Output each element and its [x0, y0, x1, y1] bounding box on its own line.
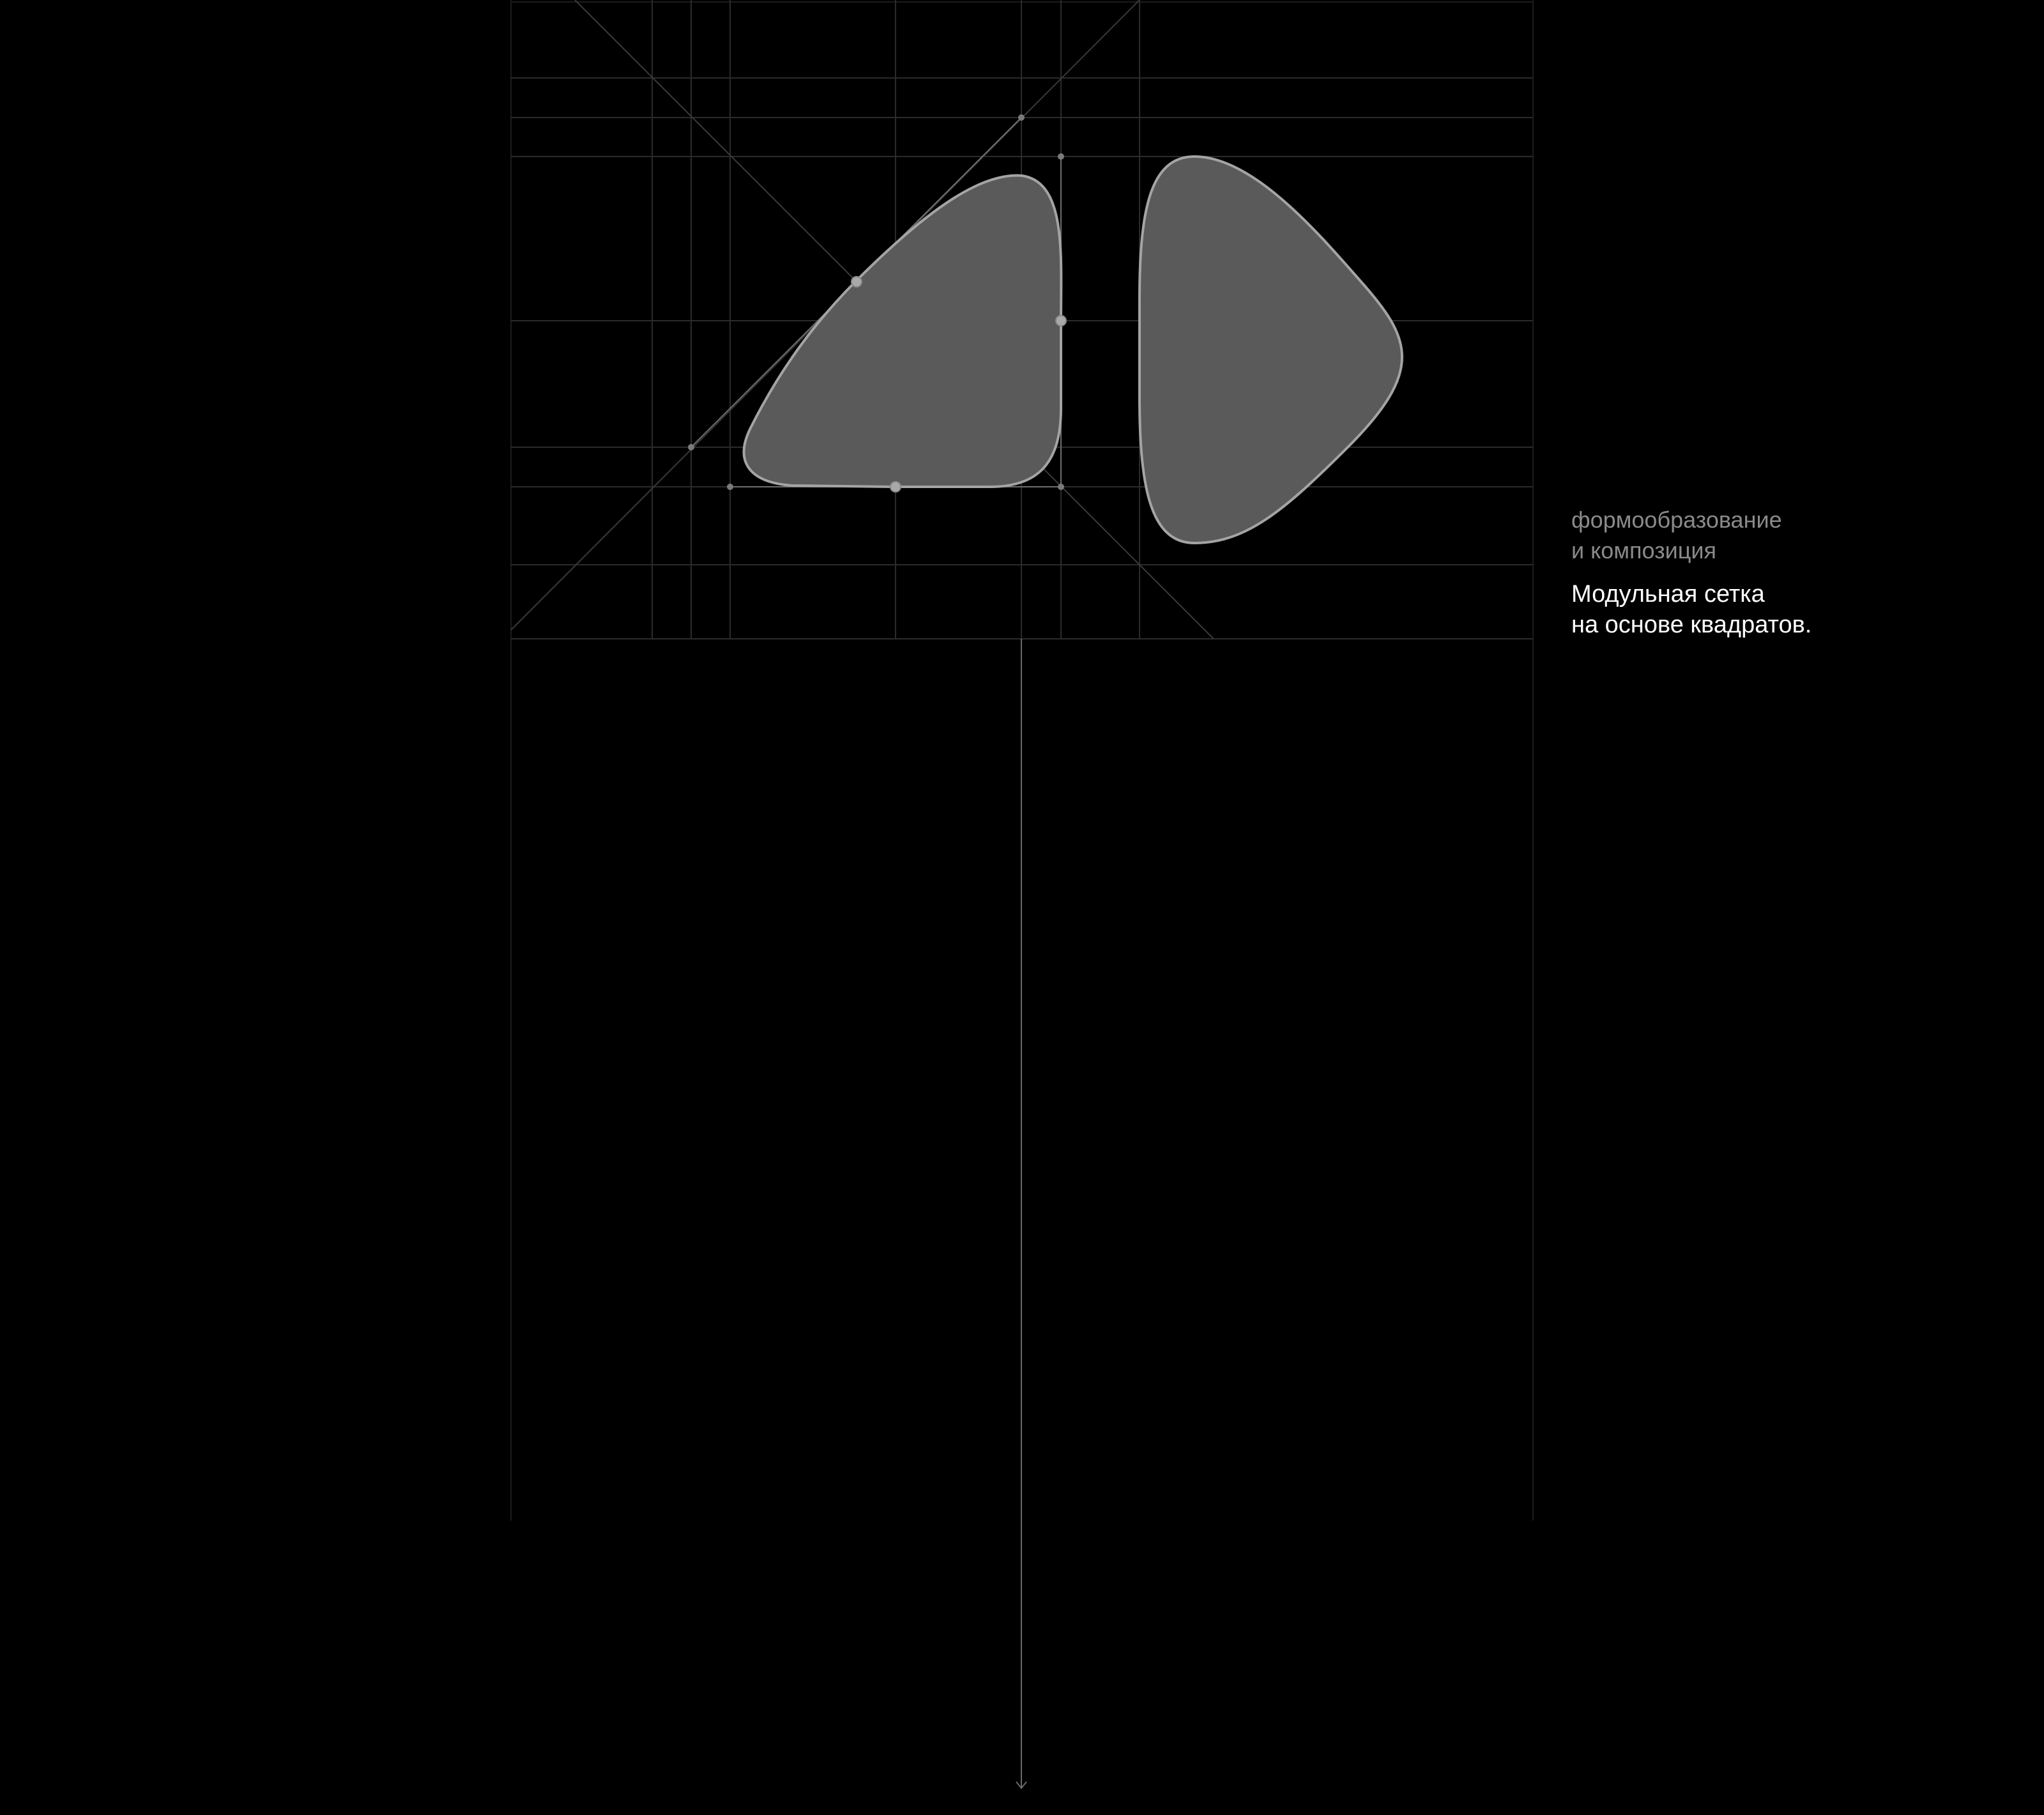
- caption-title: [1571, 579, 2018, 640]
- rounded-triangle-shape-left: [744, 176, 1062, 487]
- rounded-triangle-shape-right: [1140, 157, 1402, 543]
- caption-title-line: на основе квадратов.: [1571, 611, 1812, 638]
- caption-title-line: Модульная сетка: [1571, 581, 1765, 608]
- caption: [1571, 505, 2018, 640]
- caption-subtitle-line: формообразование: [1571, 507, 1782, 533]
- caption-subtitle-line: и композиция: [1571, 537, 1716, 563]
- caption-subtitle: [1571, 505, 2018, 566]
